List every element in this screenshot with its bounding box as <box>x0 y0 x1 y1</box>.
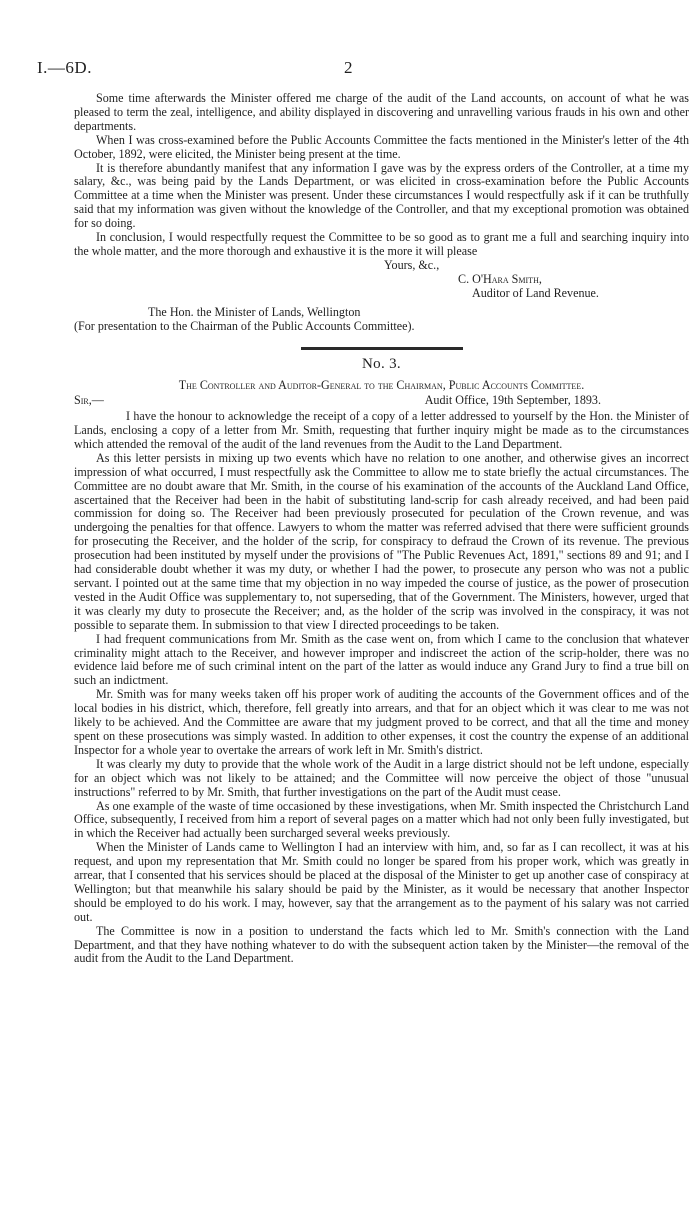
paragraph: The Committee is now in a position to understand the facts which led to Mr. Smith's connection with the Land Department, and that they have nothing whatever to do with the subsequent action taken by the Minister—the removal of the audit from the Audit to the Land Department. <box>74 923 689 966</box>
signature-title: Auditor of Land Revenue. <box>472 285 599 300</box>
closing: Yours, &c., <box>384 257 440 272</box>
salutation: Sir,— <box>74 393 104 408</box>
letter-number: No. 3. <box>362 356 401 373</box>
page-number: 2 <box>344 58 353 77</box>
dateline: Audit Office, 19th September, 1893. <box>424 393 601 408</box>
salutation-line <box>74 394 689 408</box>
paragraph: As this letter persists in mixing up two events which have no relation to one another, and otherwise gives an incorrect impression of what occurred, I must respectfully ask the Committee to allow me to state briefly the actual circumstances. The Committee are no doubt aware that Mr. Smith, in the course of his examination of the accounts of the Auckland Land Office, ascertained that the Receiver had been in the habit of substituting land-scrip for cash already received, and had been paid commission for doing so. The Receiver had been previously prosecuted for peculation of the Crown revenue, and was undergoing the penalties for that offence. Lawyers to whom the matter was referred advised that there were sufficient grounds for prosecuting the Receiver, and the holder of the scrip, for conspiracy to defraud the Crown of its revenue. The previous prosecution had been instituted by myself under the provisions of "The Public Revenues Act, 1891," sections 89 and 91; and I had considerable doubt whether it was my duty, or whether I had the power, to prosecute any person who was not a public servant. I pointed out at the same time that my objection in no way impeded the course of justice, as the power of prosecution vested in the Audit Office was supplementary to, not superseding, that of the Government. The Ministers, however, urged that it was clearly my duty to prosecute the Receiver; and, as the holder of the scrip was involved in the conspiracy, it was not possible to separate them. In submission to that view I directed proceedings to be taken. <box>74 450 689 632</box>
paragraph: It was clearly my duty to provide that the whole work of the Audit in a large district should not be left undone, especially for an object which was not likely to be attained; and the Committee will now perceive the object of those "unusual instructions" referred to by Mr. Smith, that further investigations on the part of the Audit must cease. <box>74 756 689 799</box>
document-reference: I.—6D. <box>37 58 92 77</box>
paragraph: It is therefore abundantly manifest that any information I gave was by the express orders of the Controller, at a time my salary, &c., was being paid by the Lands Department, or was elicited in cross-examination before the Public Accounts Committee at a time when the Minister was present. Under these circumstances I would respectfully ask if it can be truthfully said that my information was given without the knowledge of the Controller, and that my exceptional promotion was obtained for so doing. <box>74 160 689 231</box>
document-body <box>74 92 689 966</box>
addressee-note: (For presentation to the Chairman of the Public Accounts Committee). <box>74 318 415 333</box>
paragraph: When the Minister of Lands came to Wellington I had an interview with him, and, so far as I can recollect, it was at his request, and upon my representation that Mr. Smith could no longer be spared from his proper work, which was greatly in arrear, that I consented that his services should be placed at the disposal of the Minister to get up another case of conspiracy at Wellington; but that meanwhile his salary should be paid by the Minister, as it would be necessary that another Inspector should be employed to do his work. I may, however, say that the arrangement as to the payment of his salary was not carried out. <box>74 840 689 924</box>
paragraph: In conclusion, I would respectfully request the Committee to be so good as to grant me a full and searching inquiry into the whole matter, and the more thorough and exhaustive it is the more it will please <box>74 230 689 258</box>
paragraph: I have the honour to acknowledge the receipt of a copy of a letter addressed to yourself by the Hon. the Minister of Lands, enclosing a copy of a letter from Mr. Smith, requesting that further inquiry might be made as to the circumstances which attended the removal of the audit of the land revenues from the Audit to the Land Department. <box>74 409 689 451</box>
signature-name: C. O'Hara Smith, <box>458 271 542 286</box>
paragraph: As one example of the waste of time occasioned by these investigations, when Mr. Smith inspected the Christchurch Land Office, subsequently, I received from him a report of several pages on a matter which had not only been fully investigated, but in which the Receiver had actually been surcharged several weeks previously. <box>74 798 689 841</box>
addressee: The Hon. the Minister of Lands, Wellington <box>148 304 361 319</box>
paragraph: I had frequent communications from Mr. Smith as the case went on, from which I came to the conclusion that whatever criminality might attach to the Receiver, and however improper and indiscreet the action of the scrip-holder, there was no evidence laid before me of such criminal intent on the part of the latter as would induce any Grand Jury to find a true bill on such an indictment. <box>74 631 689 688</box>
letter-heading: The Controller and Auditor-General to the Chairman, Public Accounts Committee. <box>178 378 585 393</box>
paragraph: Some time afterwards the Minister offered me charge of the audit of the Land accounts, on account of what he was pleased to term the zeal, intelligence, and ability displayed in discovering and unravelling various frauds in his own and other departments. <box>74 91 689 133</box>
section-divider <box>301 347 463 350</box>
paragraph: When I was cross-examined before the Public Accounts Committee the facts mentioned in the Minister's letter of the 4th October, 1892, were elicited, the Minister being present at the time. <box>74 132 689 161</box>
paragraph: Mr. Smith was for many weeks taken off his proper work of auditing the accounts of the Government offices and of the local bodies in his district, which, therefore, fell greatly into arrears, and that for an object which it was clear to me was not likely to be achieved. And the Committee are aware that my judgment proved to be correct, and that all the time and money spent on these prosecutions was simply wasted. In addition to other expenses, it cost the country the expense of an additional Inspector for a whole year to overtake the arrears of work left in Mr. Smith's district. <box>74 687 689 757</box>
